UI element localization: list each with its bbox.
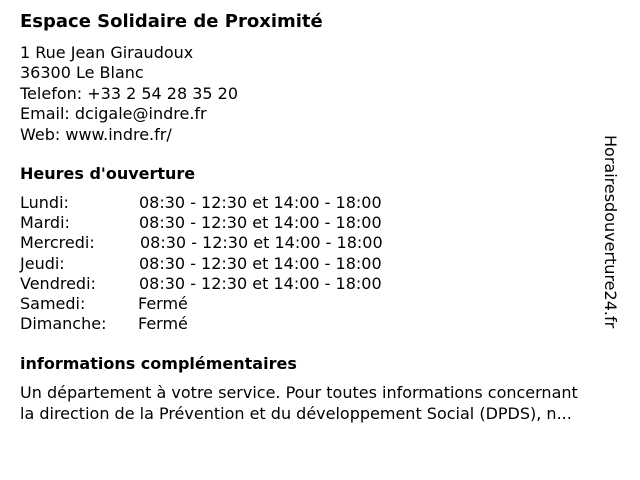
time-value: 08:30 - 12:30 et 14:00 - 18:00	[139, 273, 382, 293]
place-title: Espace Solidaire de Proximité	[20, 11, 323, 32]
time-value: 08:30 - 12:30 et 14:00 - 18:00	[139, 213, 382, 233]
day-label: Mercredi:	[20, 233, 95, 253]
site-watermark: Horairesdouverture24.fr	[601, 135, 620, 329]
info-heading: informations complémentaires	[20, 354, 297, 373]
day-label: Vendredi:	[20, 273, 96, 293]
info-line: la direction de la Prévention et du développement Social (DPDS), n...	[20, 404, 572, 423]
time-value: 08:30 - 12:30 et 14:00 - 18:00	[139, 193, 382, 212]
time-value: 08:30 - 12:30 et 14:00 - 18:00	[139, 253, 382, 273]
email-text: Email: dcigale@indre.fr	[20, 104, 207, 124]
time-value: Fermé	[138, 293, 188, 313]
web-text: Web: www.indre.fr/	[20, 124, 172, 144]
address-street: 1 Rue Jean Giraudoux	[20, 43, 194, 62]
address-city: 36300 Le Blanc	[20, 63, 144, 83]
day-label: Mardi:	[20, 213, 70, 233]
day-label: Samedi:	[20, 293, 86, 313]
phone-text: Telefon: +33 2 54 28 35 20	[20, 83, 239, 103]
time-value: Fermé	[138, 314, 188, 334]
address-block	[20, 43, 238, 145]
info-description	[20, 382, 630, 424]
day-label: Lundi:	[20, 193, 69, 212]
info-line: Un département à votre service. Pour toutes informations concernant	[20, 383, 578, 402]
day-label: Jeudi:	[20, 253, 65, 273]
day-label: Dimanche:	[20, 314, 107, 334]
hours-heading: Heures d'ouverture	[20, 164, 196, 183]
time-value: 08:30 - 12:30 et 14:00 - 18:00	[140, 233, 383, 253]
